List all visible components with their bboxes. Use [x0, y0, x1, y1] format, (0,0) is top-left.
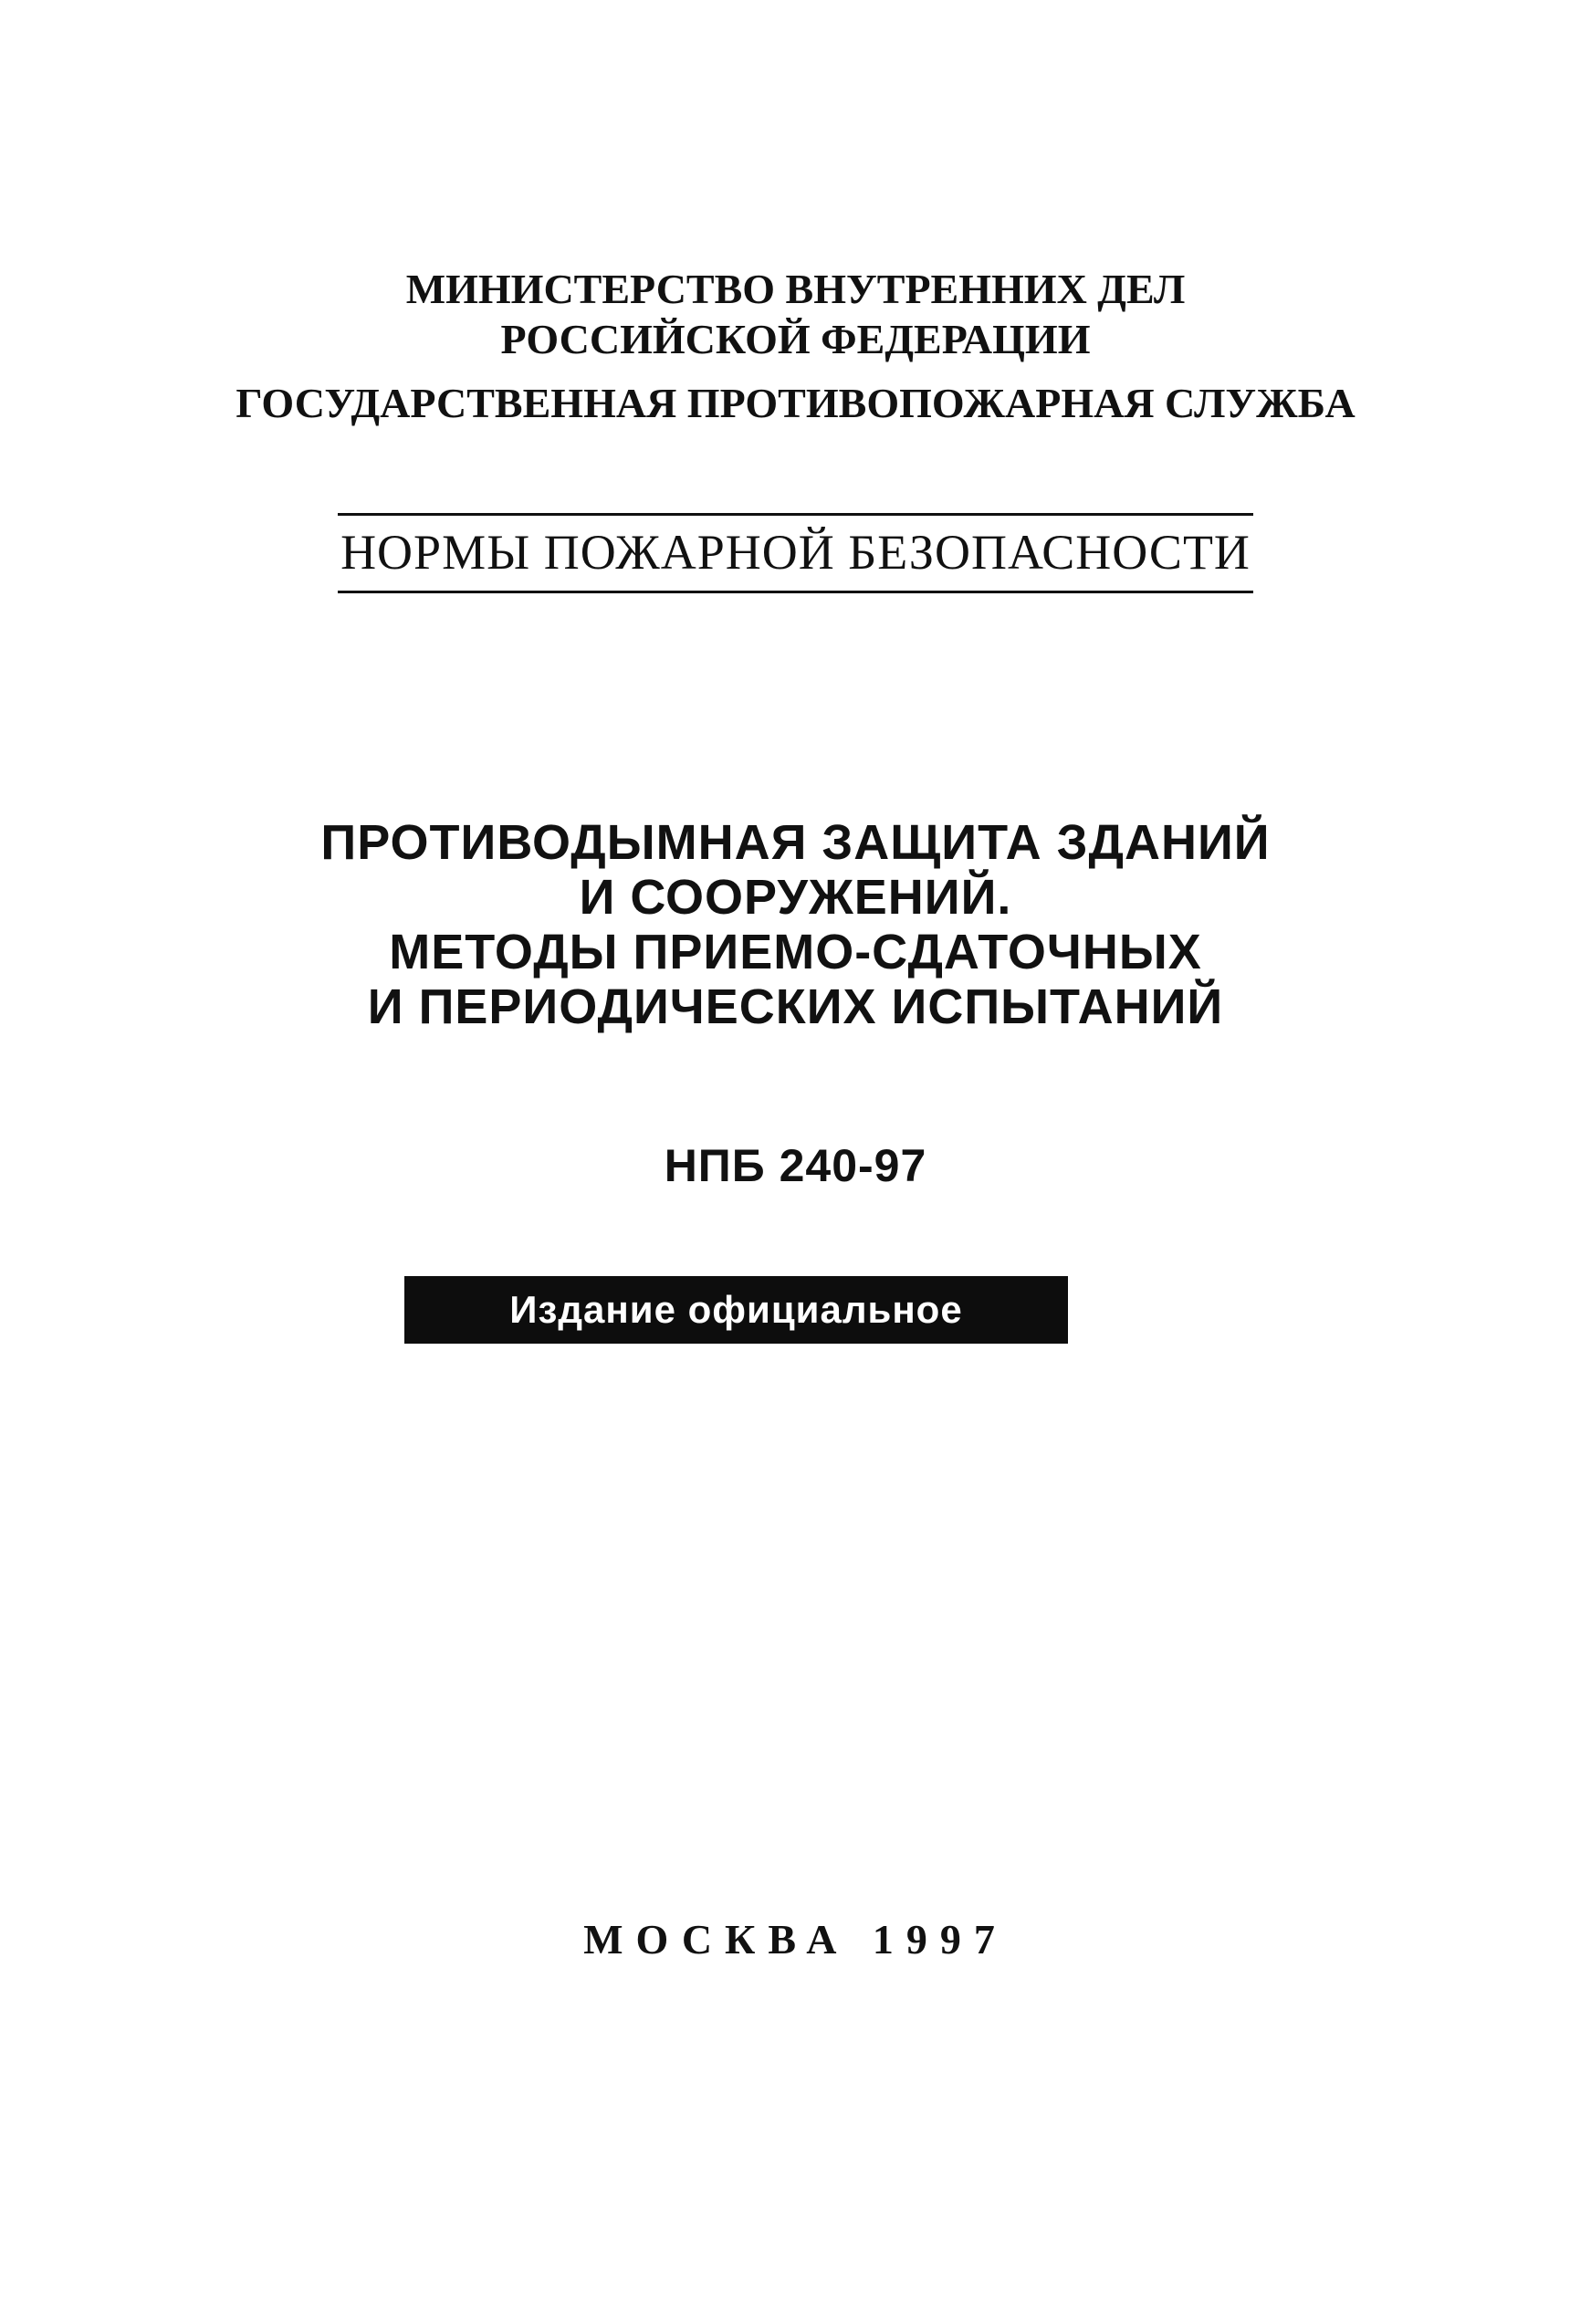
bottom-divider	[338, 591, 1253, 593]
ministry-name-line-2: РОССИЙСКОЙ ФЕДЕРАЦИИ	[500, 316, 1091, 362]
publication-city-year: МОСКВА 1997	[583, 1916, 1008, 1963]
document-title-line-2: И СООРУЖЕНИЙ.	[579, 870, 1012, 925]
edition-label: Издание официальное	[509, 1288, 963, 1331]
top-divider	[338, 513, 1253, 516]
document-code: НПБ 240-97	[664, 1140, 927, 1191]
ministry-name-line-1: МИНИСТЕРСТВО ВНУТРЕННИХ ДЕЛ	[405, 266, 1186, 312]
series-title: НОРМЫ ПОЖАРНОЙ БЕЗОПАСНОСТИ	[340, 525, 1251, 580]
document-title-line-1: ПРОТИВОДЫМНАЯ ЗАЩИТА ЗДАНИЙ	[320, 815, 1271, 870]
edition-label-box	[404, 1276, 1068, 1344]
document-title-line-4: И ПЕРИОДИЧЕСКИХ ИСПЫТАНИЙ	[367, 979, 1224, 1034]
service-name: ГОСУДАРСТВЕННАЯ ПРОТИВОПОЖАРНАЯ СЛУЖБА	[236, 380, 1355, 426]
document-title-line-3: МЕТОДЫ ПРИЕМО-СДАТОЧНЫХ	[389, 925, 1202, 979]
